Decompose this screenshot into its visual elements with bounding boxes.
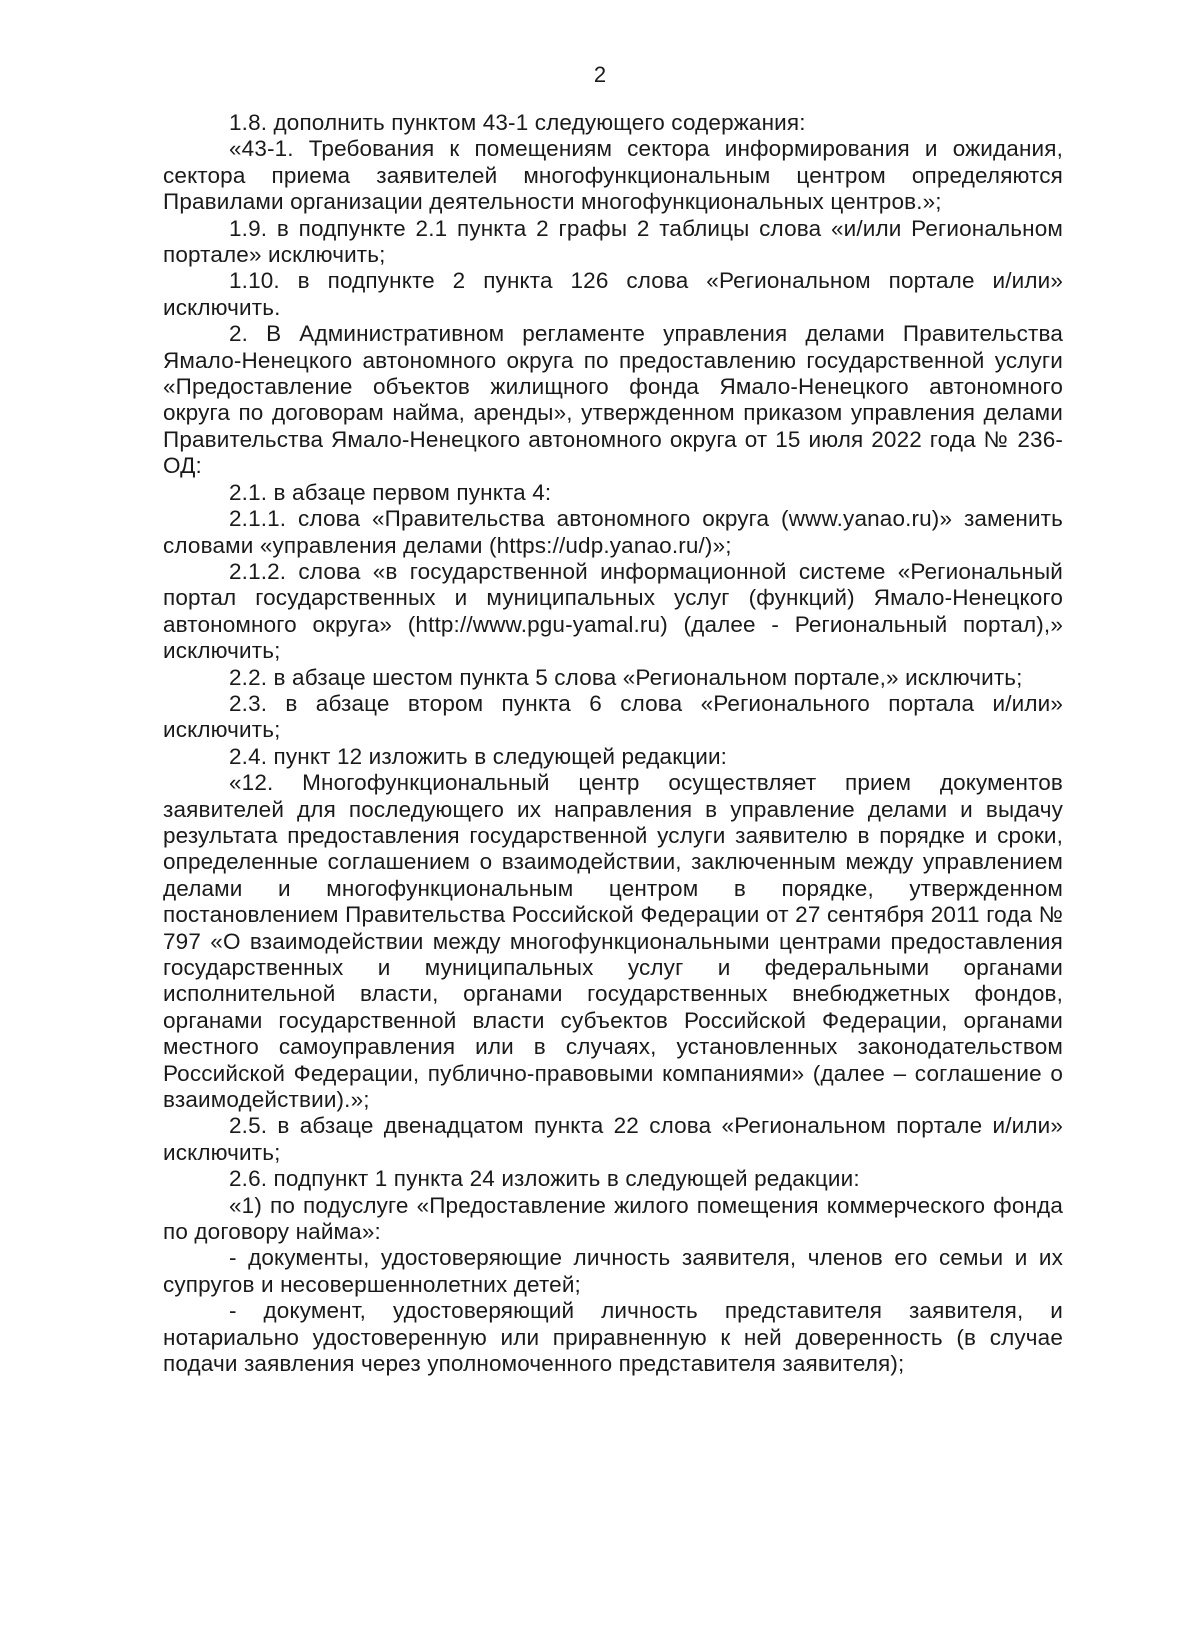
paragraph-2-1-2: 2.1.2. слова «в государственной информационной системе «Региональный портал государственных и муниципальных услуг (функций) Ямало-Ненецкого автономного округа» (http://www.pgu-yamal.ru) (далее - Региональный портал),» исключить; [163,558,1063,664]
paragraph-2-1-1: 2.1.1. слова «Правительства автономного округа (www.yanao.ru)» заменить словами «управления делами (https://udp.yanao.ru/)»; [163,506,1063,558]
paragraph-list-item-1: - документы, удостоверяющие личность заявителя, членов его семьи и их супругов и несовершеннолетних детей; [163,1245,1063,1297]
paragraph-2-6: 2.6. подпункт 1 пункта 24 изложить в следующей редакции: [229,1166,860,1192]
document-body [163,110,1063,1378]
paragraph-2-3: 2.3. в абзаце втором пункта 6 слова «Регионального портала и/или» исключить; [163,690,1063,743]
paragraph-43-1: «43-1. Требования к помещениям сектора информирования и ожидания, сектора приема заявителей многофункциональным центром определяются Правилами организации деятельности многофункциональных центров.»; [163,136,1063,215]
paragraph-2-4: 2.4. пункт 12 изложить в следующей редакции: [229,743,728,769]
paragraph-1-8: 1.8. дополнить пунктом 43-1 следующего содержания: [229,110,806,135]
paragraph-list-item-2: - документ, удостоверяющий личность представителя заявителя, и нотариально удостоверенную или приравненную к ней доверенность (в случае подачи заявления через уполномоченного представителя заявителя); [163,1298,1063,1377]
paragraph-2-5: 2.5. в абзаце двенадцатом пункта 22 слова «Региональном портале и/или» исключить; [163,1113,1063,1165]
paragraph-1-9: 1.9. в подпункте 2.1 пункта 2 графы 2 таблицы слова «и/или Региональном портале» исключить; [163,215,1063,268]
paragraph-12-quote: «12. Многофункциональный центр осуществляет прием документов заявителей для последующего их направления в управление делами и выдачу результата предоставления государственной услуги заявителю в порядке и сроки, определенные соглашением о взаимодействии, заключенным между управлением делами и многофункциональным центром в порядке, утвержденном постановлением Правительства Российской Федерации от 27 сентября 2011 года № 797 «О взаимодействии между многофункциональными центрами предоставления государственных и муниципальных услуг и федеральными органами исполнительной власти, органами государственных внебюджетных фондов, органами государственной власти субъектов Российской Федерации, органами местного самоуправления или в случаях, установленных законодательством Российской Федерации, публично-правовыми компаниями» (далее – соглашение о взаимодействии).»; [163,770,1063,1113]
paragraph-2: 2. В Административном регламенте управления делами Правительства Ямало-Ненецкого автономного округа по предоставлению государственной услуги «Предоставление объектов жилищного фонда Ямало-Ненецкого автономного округа по договорам найма, аренды», утвержденном приказом управления делами Правительства Ямало-Ненецкого автономного округа от 15 июля 2022 года № 236-ОД: [163,321,1063,479]
page-number: 2 [593,62,607,87]
paragraph-2-1: 2.1. в абзаце первом пункта 4: [229,479,552,505]
paragraph-2-2: 2.2. в абзаце шестом пункта 5 слова «Региональном портале,» исключить; [229,664,1023,690]
paragraph-subservice-1: «1) по подуслуге «Предоставление жилого помещения коммерческого фонда по договору найма»: [163,1192,1063,1245]
paragraph-1-10: 1.10. в подпункте 2 пункта 126 слова «Региональном портале и/или» исключить. [163,268,1063,320]
